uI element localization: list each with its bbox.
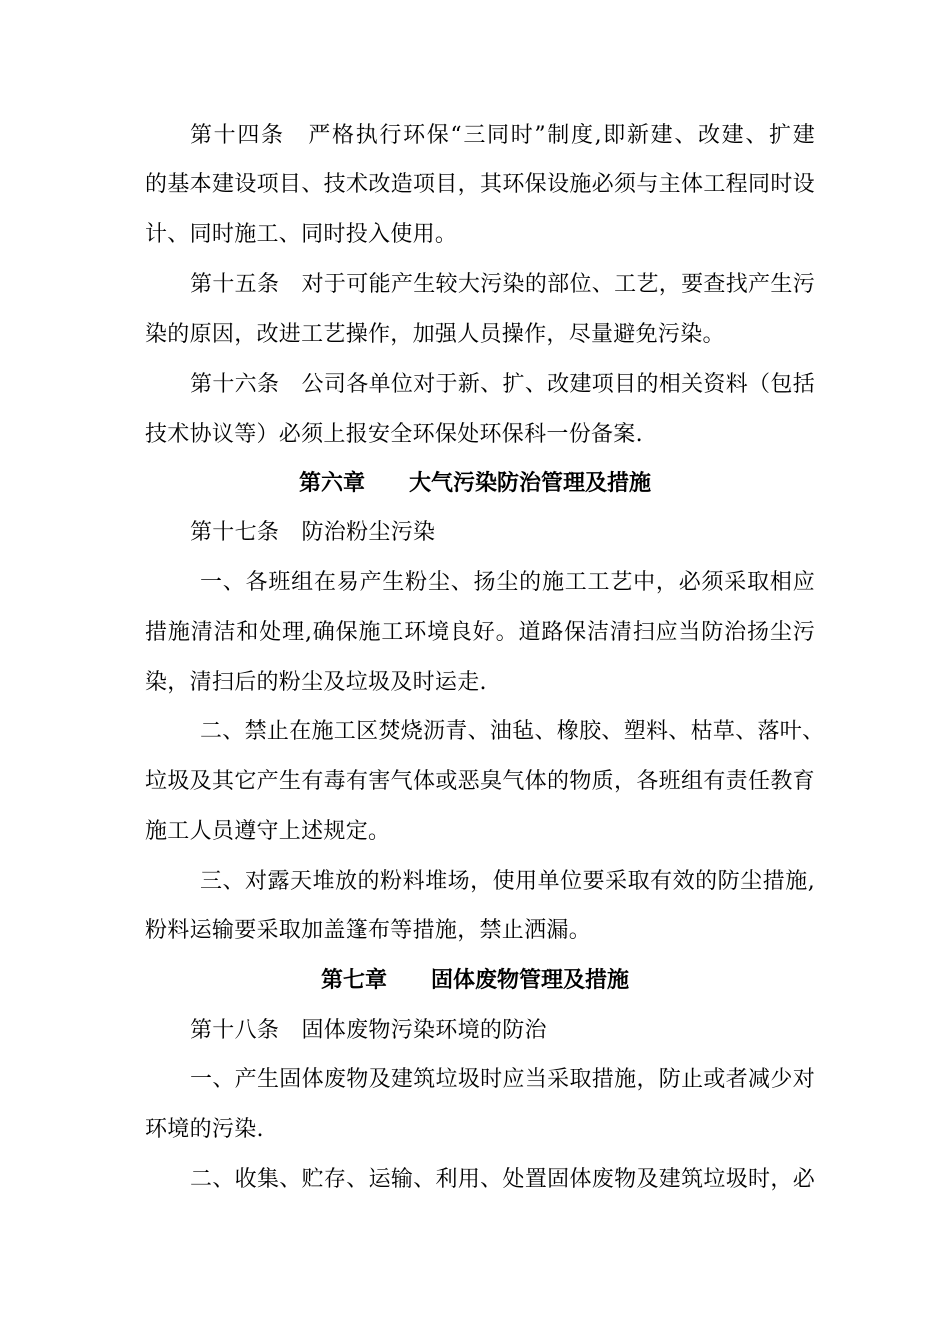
- article-14-line-2: 的基本建设项目、技术改造项目，其环保设施必须与主体工程同时设: [145, 172, 815, 197]
- article-15-line-2: 染的原因，改进工艺操作，加强人员操作，尽量避免污染。: [145, 322, 725, 347]
- article-18-item-1-line-1: 一、产生固体废物及建筑垃圾时应当采取措施，防止或者减少对: [190, 1067, 815, 1092]
- article-17-item-1-line-2: 措施清洁和处理,确保施工环境良好。道路保洁清扫应当防治扬尘污: [145, 620, 815, 645]
- article-18-item-2-line-1: 二、收集、贮存、运输、利用、处置固体废物及建筑垃圾时，必: [190, 1167, 815, 1192]
- article-17-item-2-line-2: 垃圾及其它产生有毒有害气体或恶臭气体的物质，各班组有责任教育: [145, 769, 815, 794]
- article-17-item-3-line-1: 三、对露天堆放的粉料堆场，使用单位要采取有效的防尘措施,: [200, 869, 815, 894]
- article-16-line-1: 第十六条 公司各单位对于新、扩、改建项目的相关资料（包括: [190, 372, 815, 397]
- article-17-item-1-line-1: 一、各班组在易产生粉尘、扬尘的施工工艺中，必须采取相应: [200, 570, 815, 595]
- article-17-item-1-line-3: 染，清扫后的粉尘及垃圾及时运走.: [145, 670, 487, 695]
- article-17-item-3-line-2: 粉料运输要采取加盖篷布等措施，禁止洒漏。: [145, 918, 592, 943]
- article-17-item-2-line-3: 施工人员遵守上述规定。: [145, 819, 391, 844]
- article-14-line-3: 计、同时施工、同时投入使用。: [145, 222, 458, 247]
- article-18-item-1-line-2: 环境的污染.: [145, 1117, 264, 1142]
- article-18-title: 第十八条 固体废物污染环境的防治: [190, 1018, 547, 1043]
- article-17-item-2-line-1: 二、禁止在施工区焚烧沥青、油毡、橡胶、塑料、枯草、落叶、: [200, 719, 825, 744]
- article-17-title: 第十七条 防治粉尘污染: [190, 520, 436, 545]
- article-14-line-1: 第十四条 严格执行环保“三同时”制度,即新建、改建、扩建: [190, 123, 815, 148]
- article-16-line-2: 技术协议等）必须上报安全环保处环保科一份备案.: [145, 422, 643, 447]
- chapter-7-heading: 第七章 固体废物管理及措施: [320, 968, 629, 993]
- chapter-6-heading: 第六章 大气污染防治管理及措施: [298, 471, 651, 496]
- article-15-line-1: 第十五条 对于可能产生较大污染的部位、工艺，要查找产生污: [190, 272, 815, 297]
